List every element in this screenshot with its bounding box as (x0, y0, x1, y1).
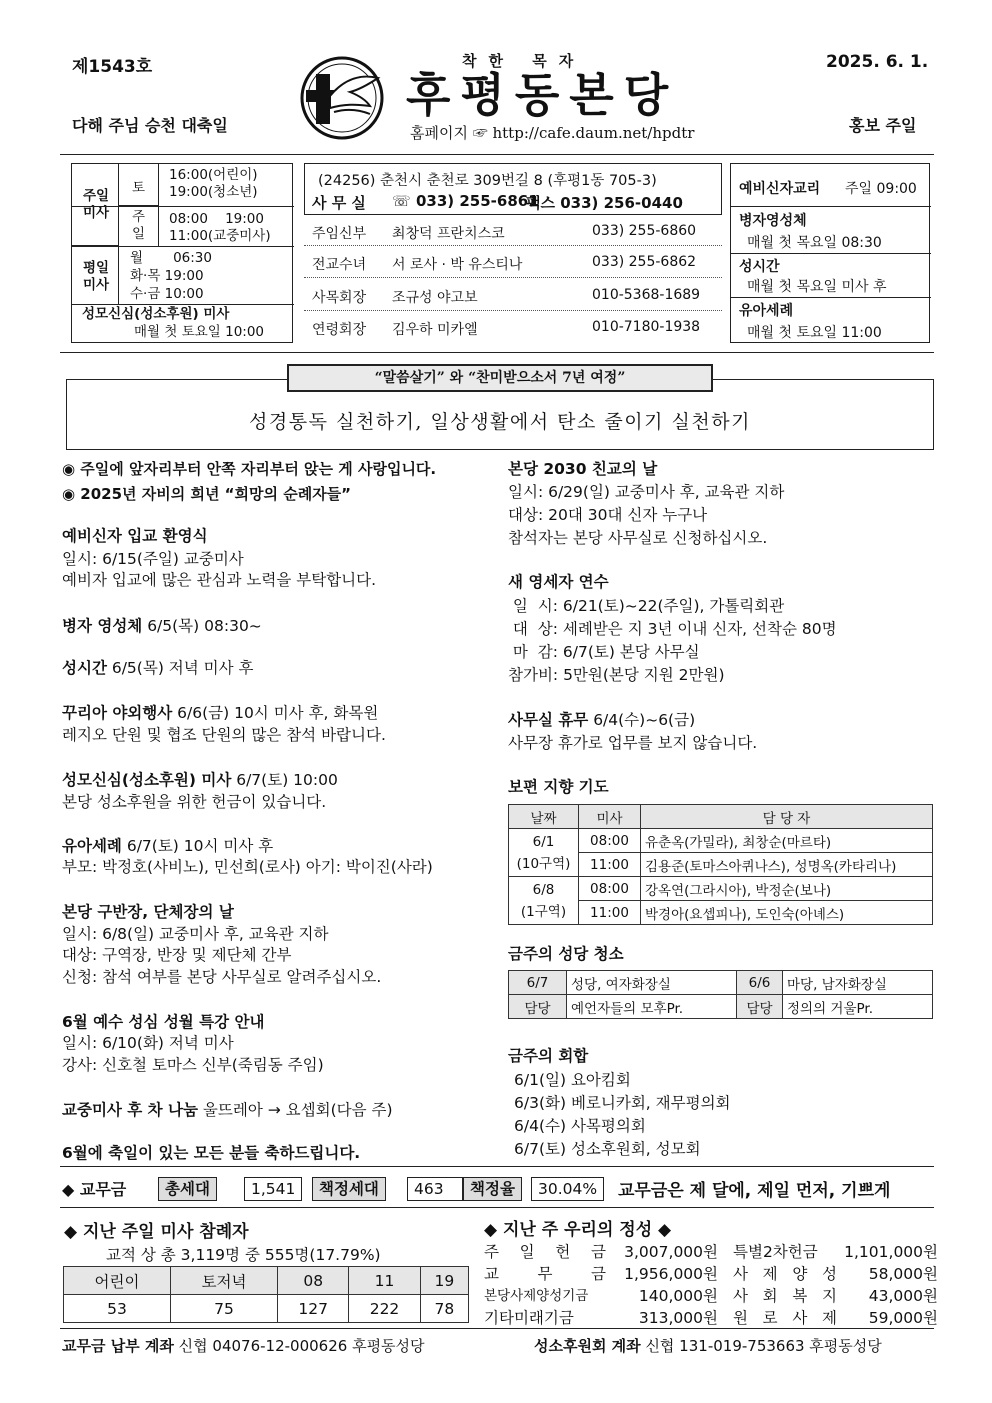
sick-communion-item (62, 616, 262, 636)
youth-title: 본당 2030 친교의 날 (508, 460, 658, 478)
leaders-title: 본당 구반장, 단체장의 날 (62, 903, 234, 921)
prayer-header-mass: 미사 (579, 805, 641, 829)
lecture-title: 6월 예수 성심 성월 특강 안내 (62, 1013, 265, 1031)
weekday-mass-label: 평일미사 (82, 260, 110, 293)
offering-amount: 43,000원 (868, 1287, 938, 1305)
staff-role-3: 사목회장 (312, 290, 367, 306)
infant-baptism-title: 유아세례 (739, 303, 794, 319)
offering-label: 교 무 금 (484, 1265, 606, 1283)
office-closed-dates: 6/4(수)~6(금) (588, 711, 696, 729)
neophyte-title: 새 영세자 연수 (508, 573, 609, 591)
curia-heading: 꾸리아 야외행사 (62, 704, 173, 722)
office-closed-heading: 사무실 휴무 (508, 711, 589, 729)
cleaning-date-1: 6/7 (509, 971, 567, 995)
leaders-line-1: 일시: 6/8(일) 교중미사 후, 교육관 지하 (62, 925, 329, 943)
staff-name-3: 조규성 야고보 (392, 290, 478, 306)
weekday-row-3: 수·금 10:00 (130, 286, 204, 302)
tea-item (62, 1100, 393, 1120)
youth-line-2: 대상: 20대 30대 신자 누구나 (508, 506, 708, 524)
sick-communion-title: 병자영성체 (739, 213, 807, 229)
saturday-time-2: 19:00(청소년) (169, 184, 258, 200)
cleaning-duty-label-1: 담당 (509, 995, 567, 1019)
offering-amount: 1,956,000원 (624, 1265, 718, 1283)
curia-line-2: 레지오 단원 및 협조 단원의 많은 참석 바랍니다. (62, 726, 386, 744)
prayer-assignee: 김용준(토마스아퀴나스), 성명옥(카타리나) (641, 853, 933, 877)
prayer-assignee: 강옥연(그라시아), 박정순(보나) (641, 877, 933, 901)
staff-name-4: 김우하 미카엘 (392, 322, 478, 338)
marian-mass-title: 성모신심(성소후원) 미사 (82, 306, 230, 322)
catechumen-line-2: 예비자 입교에 많은 관심과 노력을 부탁합니다. (62, 571, 377, 589)
leaders-line-3: 신청: 참석 여부를 본당 사무실로 알려주십시오. (62, 968, 382, 986)
vocation-account (534, 1335, 882, 1356)
notice-1: ◉ 주일에 앞자리부터 안쪽 자리부터 앉는 게 사랑입니다. (62, 460, 437, 478)
feast-greeting: 6월에 축일이 있는 모든 분들 축하드립니다. (62, 1144, 361, 1162)
attendance-value: 127 (278, 1295, 349, 1323)
offering-label: 기타미래기금 (484, 1309, 574, 1327)
attendance-header: 08 (278, 1267, 349, 1295)
cleaning-group-2: 정의의 거울Pr. (783, 995, 933, 1019)
offering-label: 사 회 복 지 (733, 1287, 837, 1305)
total-households-value: 1,541 (244, 1177, 302, 1201)
prayer-date: 6/1 (532, 833, 555, 850)
infant-baptism-detail: 매월 첫 토요일 11:00 (747, 325, 882, 341)
assigned-households-value: 463 (407, 1177, 463, 1201)
offering-label: 원 로 사 제 (733, 1309, 837, 1327)
tea-detail: 울뜨레아 → 요셉회(다음 주) (197, 1101, 393, 1119)
prayer-assignee: 박경아(요셉피나), 도인숙(아녜스) (641, 901, 933, 925)
prayer-title: 보편 지향 기도 (508, 778, 609, 796)
attendance-value: 78 (420, 1295, 468, 1323)
prayer-mass-time: 11:00 (579, 853, 641, 877)
neophyte-line-4: 참가비: 5만원(본당 지원 2만원) (508, 666, 725, 684)
marian-item (62, 770, 338, 790)
leaders-line-2: 대상: 구역장, 반장 및 제단체 간부 (62, 946, 292, 964)
office-label: 사 무 실 (312, 194, 366, 212)
prayer-date-cell (509, 877, 579, 925)
attendance-header: 11 (349, 1267, 420, 1295)
holy-hour-title: 성시간 (739, 259, 780, 275)
lecture-line-1: 일시: 6/10(화) 저녁 미사 (62, 1034, 234, 1052)
meeting-item: 6/3(화) 베로니카회, 재무평의회 (514, 1094, 731, 1112)
catechism-title: 예비신자교리 (739, 181, 821, 197)
prayer-group: (1구역) (520, 903, 567, 920)
prayer-mass-time: 11:00 (579, 901, 641, 925)
offering-amount: 140,000원 (638, 1287, 718, 1305)
prayer-table (508, 804, 933, 925)
catechumen-title: 예비신자 입교 환영식 (62, 527, 208, 545)
office-closed-line-2: 사무장 휴가로 업무를 보지 않습니다. (508, 734, 758, 752)
special-sunday: 홍보 주일 (849, 116, 917, 135)
neophyte-line-2: 대 상: 세례받은 지 3년 이내 신자, 선착순 80명 (508, 620, 837, 638)
attendance-header: 토저녁 (171, 1267, 278, 1295)
offering-label: 사 제 양 성 (733, 1265, 837, 1283)
staff-phone-3: 010-5368-1689 (592, 287, 701, 303)
attendance-value: 53 (64, 1295, 171, 1323)
cleaning-group-1: 예언자들의 모후Pr. (567, 995, 737, 1019)
cleaning-title: 금주의 성당 청소 (508, 945, 624, 963)
staff-phone-4: 010-7180-1938 (592, 319, 701, 335)
cleaning-date-2: 6/6 (737, 971, 783, 995)
prayer-date: 6/8 (532, 881, 555, 898)
church-logo-icon (300, 56, 384, 140)
office-phone: ☏ 033) 255-6861 (392, 192, 539, 210)
weekday-row-2: 화·목 19:00 (130, 268, 204, 284)
sick-communion-detail: 매월 첫 목요일 08:30 (747, 235, 882, 251)
issue-number: 제1543호 (72, 57, 153, 77)
assignment-rate-value: 30.04% (531, 1177, 604, 1201)
footer-divider (60, 1328, 934, 1329)
banner-title: “말씀살기” 와 “찬미받으소서 7년 여정” (287, 364, 713, 392)
lecture-line-2: 강사: 신호철 토마스 신부(죽림동 주임) (62, 1056, 324, 1074)
fee-account-number: 신협 04076-12-000626 후평동성당 (178, 1337, 425, 1355)
address: (24256) 춘천시 춘천로 309번길 8 (후평1동 705-3) (318, 173, 657, 189)
attendance-value: 222 (349, 1295, 420, 1323)
attendance-summary: 교적 상 총 3,119명 중 555명(17.79%) (106, 1246, 381, 1264)
motto: 착한 목자 (462, 52, 586, 70)
attendance-table (63, 1266, 469, 1323)
fee-slogan: 교무금은 제 달에, 제일 먼저, 기쁘게 (618, 1181, 891, 1201)
prayer-mass-time: 08:00 (579, 829, 641, 853)
staff-role-1: 주임신부 (312, 226, 367, 242)
assigned-households-label: 책정세대 (312, 1177, 386, 1201)
saturday-time-1: 16:00(어린이) (169, 167, 258, 183)
assignment-rate-label: 책정율 (463, 1177, 522, 1201)
issue-date: 2025. 6. 1. (826, 52, 929, 72)
neophyte-line-3: 마 감: 6/7(토) 본당 사무실 (508, 643, 700, 661)
staff-role-2: 전교수녀 (312, 257, 367, 273)
prayer-group: (10구역) (516, 855, 571, 872)
catechumen-line-1: 일시: 6/15(주일) 교중미사 (62, 550, 244, 568)
attendance-header: 어린이 (64, 1267, 171, 1295)
sick-communion-date: 6/5(목) 08:30~ (142, 617, 262, 635)
cleaning-area-1: 성당, 여자화장실 (567, 971, 737, 995)
sunday-mass-label: 주일미사 (82, 188, 110, 221)
offering-amount: 1,101,000원 (844, 1243, 938, 1261)
fee-account-label: 교무금 납부 계좌 (62, 1337, 174, 1355)
offering-amount: 59,000원 (868, 1309, 938, 1327)
holy-hour-heading: 성시간 (62, 659, 107, 677)
saturday-label: 토 (132, 180, 146, 196)
baptism-date: 6/7(토) 10시 미사 후 (121, 837, 274, 855)
holy-hour-detail: 매월 첫 목요일 미사 후 (747, 279, 887, 295)
attendance-value: 75 (171, 1295, 278, 1323)
catechism-detail: 주일 09:00 (845, 181, 917, 197)
offering-label: 특별2차헌금 (733, 1243, 818, 1261)
sunday-label: 주일 (132, 209, 146, 242)
staff-phone-2: 033) 255-6862 (592, 254, 697, 270)
offering-amount: 3,007,000원 (624, 1243, 718, 1261)
vocation-account-number: 신협 131-019-753663 후평동성당 (645, 1337, 882, 1355)
cleaning-area-2: 마당, 남자화장실 (783, 971, 933, 995)
marian-date: 6/7(토) 10:00 (231, 771, 338, 789)
offering-amount: 313,000원 (638, 1309, 718, 1327)
staff-phone-1: 033) 255-6860 (592, 223, 697, 239)
meeting-item: 6/7(토) 성소후원회, 성모회 (514, 1140, 701, 1158)
office-fax: 팩스 033) 256-0440 (526, 194, 683, 212)
prayer-mass-time: 08:00 (579, 877, 641, 901)
prayer-assignee: 유춘옥(가밀라), 최창순(마르타) (641, 829, 933, 853)
attendance-header: 19 (420, 1267, 468, 1295)
offering-amount: 58,000원 (868, 1265, 938, 1283)
marian-line-2: 본당 성소후원을 위한 헌금이 있습니다. (62, 793, 327, 811)
fee-divider (60, 1166, 934, 1167)
meetings-title: 금주의 회합 (508, 1047, 589, 1065)
parish-name: 후평동본당 (406, 68, 679, 122)
baptism-heading: 유아세례 (62, 837, 122, 855)
weekday-row-1: 월 06:30 (130, 250, 212, 266)
header-divider (60, 154, 934, 155)
prayer-header-date: 날짜 (509, 805, 579, 829)
attendance-divider (60, 1207, 934, 1208)
sunday-time-2: 11:00(교중미사) (169, 228, 271, 244)
fee-account (62, 1335, 425, 1356)
youth-line-1: 일시: 6/29(일) 교중미사 후, 교육관 지하 (508, 483, 785, 501)
staff-name-2: 서 로사 · 박 유스티나 (392, 257, 523, 273)
parish-fee-row (60, 1175, 940, 1203)
youth-line-3: 참석자는 본당 사무실로 신청하십시오. (508, 529, 768, 547)
prayer-date-cell (509, 829, 579, 877)
marian-heading: 성모신심(성소후원) 미사 (62, 771, 232, 789)
banner-text: 성경통독 실천하기, 일상생활에서 탄소 줄이기 실천하기 (249, 411, 751, 433)
mass-schedule-box (71, 163, 293, 343)
cleaning-table (508, 970, 933, 1019)
marian-mass-time: 매월 첫 토요일 10:00 (134, 324, 265, 340)
fee-label: ◆ 교무금 (62, 1180, 127, 1199)
offerings-title: ◆ 지난 주 우리의 정성 ◆ (484, 1220, 672, 1240)
total-households-label: 총세대 (158, 1177, 217, 1201)
office-closed-item (508, 710, 695, 730)
staff-role-4: 연령회장 (312, 322, 367, 338)
neophyte-line-1: 일 시: 6/21(토)~22(주일), 가톨릭회관 (508, 597, 785, 615)
liturgical-occasion: 다해 주님 승천 대축일 (72, 116, 228, 135)
sunday-time-1: 08:00 19:00 (169, 211, 264, 227)
parish-schedule-box (730, 163, 930, 343)
notice-2: ◉ 2025년 자비의 희년 “희망의 순례자들” (62, 485, 352, 503)
curia-date: 6/6(금) 10시 미사 후, 화목원 (172, 704, 379, 722)
prayer-header-who: 담 당 자 (641, 805, 933, 829)
vocation-account-label: 성소후원회 계좌 (534, 1337, 641, 1355)
baptism-item (62, 836, 273, 856)
offering-label: 본당사제양성기금 (484, 1288, 589, 1304)
office-info-box (304, 163, 722, 343)
offering-label: 주 일 헌 금 (484, 1243, 606, 1261)
curia-item (62, 703, 378, 723)
homepage-link[interactable]: 홈페이지 ☞ http://cafe.daum.net/hpdtr (410, 124, 695, 142)
meeting-item: 6/4(수) 사목평의회 (514, 1117, 646, 1135)
sick-communion-heading: 병자 영성체 (62, 617, 143, 635)
cleaning-duty-label-2: 담당 (737, 995, 783, 1019)
holy-hour-item (62, 658, 254, 678)
staff-name-1: 최창덕 프란치스코 (392, 226, 505, 242)
info-divider (60, 352, 934, 353)
tea-heading: 교중미사 후 차 나눔 (62, 1101, 198, 1119)
meeting-item: 6/1(일) 요아킴회 (514, 1071, 631, 1089)
holy-hour-date: 6/5(목) 저녁 미사 후 (106, 659, 254, 677)
baptism-line-2: 부모: 박정호(사비노), 민선희(로사) 아기: 박이진(사라) (62, 858, 433, 876)
attendance-title: ◆ 지난 주일 미사 참례자 (64, 1222, 249, 1242)
